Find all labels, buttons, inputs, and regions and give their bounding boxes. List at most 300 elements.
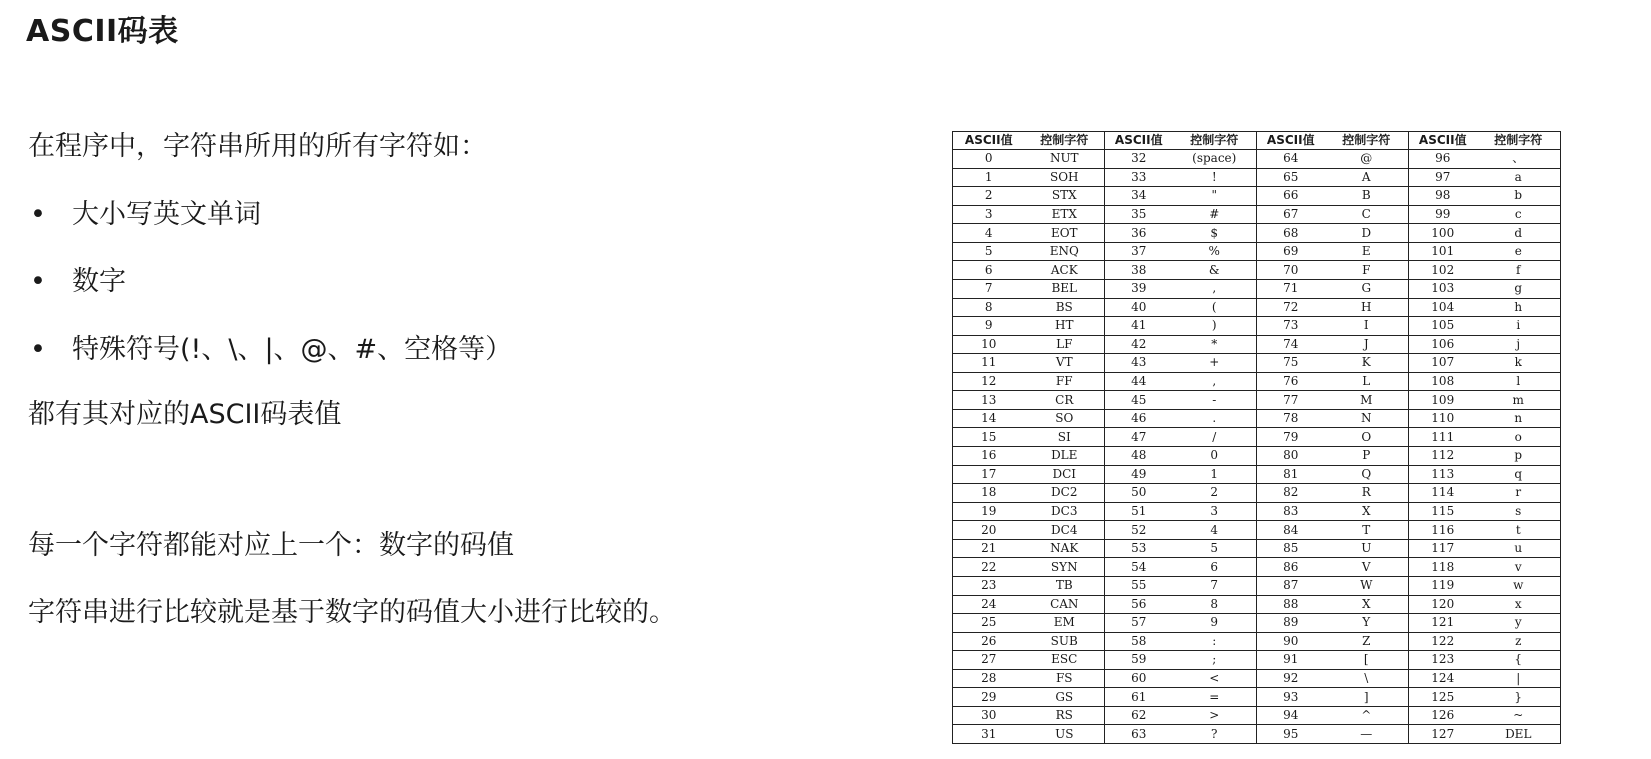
character-cell: R	[1325, 484, 1409, 503]
character-cell: i	[1477, 317, 1561, 336]
character-cell: HT	[1025, 317, 1105, 336]
ascii-code-cell: 9	[953, 317, 1025, 336]
character-cell: STX	[1025, 187, 1105, 206]
character-cell: N	[1325, 409, 1409, 428]
character-cell: 5	[1173, 539, 1257, 558]
character-cell: %	[1173, 242, 1257, 261]
bullet-icon: •	[30, 199, 46, 230]
character-cell: ACK	[1025, 261, 1105, 280]
character-cell: 7	[1173, 576, 1257, 595]
ascii-code-cell: 18	[953, 484, 1025, 503]
ascii-code-cell: 42	[1105, 335, 1173, 354]
ascii-code-cell: 73	[1257, 317, 1325, 336]
ascii-code-cell: 48	[1105, 447, 1173, 466]
ascii-code-cell: 121	[1409, 614, 1477, 633]
bullet-icon: •	[30, 334, 46, 365]
character-cell: EOT	[1025, 224, 1105, 243]
ascii-code-cell: 74	[1257, 335, 1325, 354]
ascii-code-cell: 57	[1105, 614, 1173, 633]
ascii-code-cell: 46	[1105, 409, 1173, 428]
character-cell: ENQ	[1025, 242, 1105, 261]
character-cell: 8	[1173, 595, 1257, 614]
ascii-code-cell: 44	[1105, 372, 1173, 391]
character-cell: ]	[1325, 688, 1409, 707]
ascii-code-cell: 117	[1409, 539, 1477, 558]
ascii-code-cell: 103	[1409, 279, 1477, 298]
ascii-code-cell: 101	[1409, 242, 1477, 261]
table-row	[953, 205, 1561, 224]
ascii-code-cell: 97	[1409, 168, 1477, 187]
character-cell: B	[1325, 187, 1409, 206]
character-cell: TB	[1025, 576, 1105, 595]
character-cell: H	[1325, 298, 1409, 317]
ascii-code-cell: 61	[1105, 688, 1173, 707]
ascii-code-cell: 27	[953, 651, 1025, 670]
ascii-code-cell: 64	[1257, 150, 1325, 169]
ascii-code-cell: 26	[953, 632, 1025, 651]
character-cell: Y	[1325, 614, 1409, 633]
character-cell: h	[1477, 298, 1561, 317]
ascii-code-cell: 96	[1409, 150, 1477, 169]
ascii-code-cell: 84	[1257, 521, 1325, 540]
character-cell: a	[1477, 168, 1561, 187]
character-cell: J	[1325, 335, 1409, 354]
ascii-code-cell: 55	[1105, 576, 1173, 595]
character-cell: @	[1325, 150, 1409, 169]
ascii-code-cell: 106	[1409, 335, 1477, 354]
ascii-code-cell: 89	[1257, 614, 1325, 633]
character-cell: +	[1173, 354, 1257, 373]
character-cell: O	[1325, 428, 1409, 447]
character-cell: r	[1477, 484, 1561, 503]
character-cell: !	[1173, 168, 1257, 187]
character-cell: e	[1477, 242, 1561, 261]
ascii-code-cell: 43	[1105, 354, 1173, 373]
table-row	[953, 669, 1561, 688]
character-cell: 、	[1477, 150, 1561, 169]
ascii-code-cell: 72	[1257, 298, 1325, 317]
table-row	[953, 614, 1561, 633]
bullet-item	[30, 259, 126, 298]
ascii-code-cell: 33	[1105, 168, 1173, 187]
table-row	[953, 242, 1561, 261]
table-row	[953, 409, 1561, 428]
character-cell: SYN	[1025, 558, 1105, 577]
ascii-code-cell: 115	[1409, 502, 1477, 521]
table-row	[953, 187, 1561, 206]
ascii-code-cell: 78	[1257, 409, 1325, 428]
ascii-code-cell: 71	[1257, 279, 1325, 298]
ascii-code-cell: 45	[1105, 391, 1173, 410]
character-cell: \	[1325, 669, 1409, 688]
ascii-code-cell: 22	[953, 558, 1025, 577]
character-cell: ?	[1173, 725, 1257, 744]
table-row	[953, 688, 1561, 707]
character-cell: p	[1477, 447, 1561, 466]
ascii-code-cell: 60	[1105, 669, 1173, 688]
ascii-code-cell: 16	[953, 447, 1025, 466]
ascii-code-cell: 79	[1257, 428, 1325, 447]
character-cell: m	[1477, 391, 1561, 410]
table-row	[953, 447, 1561, 466]
ascii-code-cell: 59	[1105, 651, 1173, 670]
ascii-code-cell: 25	[953, 614, 1025, 633]
ascii-code-cell: 110	[1409, 409, 1477, 428]
character-cell: V	[1325, 558, 1409, 577]
ascii-code-cell: 80	[1257, 447, 1325, 466]
ascii-code-cell: 95	[1257, 725, 1325, 744]
character-cell: k	[1477, 354, 1561, 373]
ascii-code-cell: 40	[1105, 298, 1173, 317]
character-cell: t	[1477, 521, 1561, 540]
table-row	[953, 168, 1561, 187]
ascii-code-cell: 104	[1409, 298, 1477, 317]
ascii-code-cell: 29	[953, 688, 1025, 707]
ascii-code-cell: 10	[953, 335, 1025, 354]
ascii-code-cell: 86	[1257, 558, 1325, 577]
table-row	[953, 725, 1561, 744]
character-cell: ,	[1173, 279, 1257, 298]
character-cell: CR	[1025, 391, 1105, 410]
character-cell: <	[1173, 669, 1257, 688]
character-cell: $	[1173, 224, 1257, 243]
table-row	[953, 391, 1561, 410]
character-cell: A	[1325, 168, 1409, 187]
character-cell: w	[1477, 576, 1561, 595]
ascii-code-cell: 2	[953, 187, 1025, 206]
character-cell: d	[1477, 224, 1561, 243]
character-cell: ~	[1477, 706, 1561, 725]
ascii-code-cell: 69	[1257, 242, 1325, 261]
character-cell: f	[1477, 261, 1561, 280]
ascii-code-cell: 62	[1105, 706, 1173, 725]
character-cell: u	[1477, 539, 1561, 558]
ascii-code-cell: 15	[953, 428, 1025, 447]
ascii-code-cell: 118	[1409, 558, 1477, 577]
ascii-code-cell: 28	[953, 669, 1025, 688]
ascii-code-cell: 30	[953, 706, 1025, 725]
table-row	[953, 335, 1561, 354]
character-cell: ;	[1173, 651, 1257, 670]
table-header-cell: 控制字符	[1025, 132, 1105, 150]
character-cell: 2	[1173, 484, 1257, 503]
character-cell: :	[1173, 632, 1257, 651]
character-cell: "	[1173, 187, 1257, 206]
ascii-code-cell: 90	[1257, 632, 1325, 651]
table-header-cell: 控制字符	[1325, 132, 1409, 150]
table-row	[953, 465, 1561, 484]
table-row	[953, 521, 1561, 540]
ascii-code-cell: 111	[1409, 428, 1477, 447]
character-cell: 9	[1173, 614, 1257, 633]
character-cell: b	[1477, 187, 1561, 206]
character-cell: U	[1325, 539, 1409, 558]
ascii-code-cell: 124	[1409, 669, 1477, 688]
character-cell: L	[1325, 372, 1409, 391]
table-row	[953, 576, 1561, 595]
character-cell: P	[1325, 447, 1409, 466]
table-row	[953, 354, 1561, 373]
character-cell: &	[1173, 261, 1257, 280]
intro-text: 在程序中，字符串所用的所有字符如：	[28, 131, 487, 162]
ascii-code-cell: 36	[1105, 224, 1173, 243]
character-cell: RS	[1025, 706, 1105, 725]
character-cell: DC3	[1025, 502, 1105, 521]
ascii-code-cell: 126	[1409, 706, 1477, 725]
ascii-code-cell: 68	[1257, 224, 1325, 243]
character-cell: D	[1325, 224, 1409, 243]
ascii-code-cell: 119	[1409, 576, 1477, 595]
ascii-code-cell: 65	[1257, 168, 1325, 187]
character-cell: SUB	[1025, 632, 1105, 651]
table-header-cell: ASCII值	[1105, 132, 1173, 150]
ascii-code-cell: 107	[1409, 354, 1477, 373]
ascii-code-cell: 0	[953, 150, 1025, 169]
table-header-row	[953, 132, 1561, 150]
character-cell: 3	[1173, 502, 1257, 521]
character-cell: F	[1325, 261, 1409, 280]
ascii-code-cell: 91	[1257, 651, 1325, 670]
ascii-code-cell: 75	[1257, 354, 1325, 373]
ascii-code-cell: 108	[1409, 372, 1477, 391]
table-header-cell: ASCII值	[953, 132, 1025, 150]
ascii-code-cell: 4	[953, 224, 1025, 243]
bullet-label: 大小写英文单词	[72, 199, 261, 230]
ascii-code-cell: 109	[1409, 391, 1477, 410]
character-cell: o	[1477, 428, 1561, 447]
ascii-code-cell: 31	[953, 725, 1025, 744]
conclusion-text: 都有其对应的ASCII码表值	[28, 399, 342, 430]
table-row	[953, 279, 1561, 298]
character-cell: CAN	[1025, 595, 1105, 614]
ascii-code-cell: 102	[1409, 261, 1477, 280]
character-cell: #	[1173, 205, 1257, 224]
character-cell: 6	[1173, 558, 1257, 577]
character-cell: [	[1325, 651, 1409, 670]
ascii-code-cell: 94	[1257, 706, 1325, 725]
character-cell: 1	[1173, 465, 1257, 484]
note-text-1: 每一个字符都能对应上一个：数字的码值	[28, 530, 514, 561]
ascii-code-cell: 120	[1409, 595, 1477, 614]
character-cell: v	[1477, 558, 1561, 577]
character-cell: C	[1325, 205, 1409, 224]
bullet-icon: •	[30, 266, 46, 297]
table-row	[953, 298, 1561, 317]
character-cell: W	[1325, 576, 1409, 595]
ascii-code-cell: 35	[1105, 205, 1173, 224]
ascii-code-cell: 21	[953, 539, 1025, 558]
character-cell: DLE	[1025, 447, 1105, 466]
character-cell: -	[1173, 391, 1257, 410]
character-cell: c	[1477, 205, 1561, 224]
character-cell: |	[1477, 669, 1561, 688]
table-row	[953, 372, 1561, 391]
table-header-cell: 控制字符	[1477, 132, 1561, 150]
ascii-code-cell: 49	[1105, 465, 1173, 484]
character-cell: DCI	[1025, 465, 1105, 484]
ascii-code-cell: 8	[953, 298, 1025, 317]
character-cell: G	[1325, 279, 1409, 298]
character-cell: Z	[1325, 632, 1409, 651]
character-cell: BEL	[1025, 279, 1105, 298]
character-cell: X	[1325, 595, 1409, 614]
ascii-code-cell: 37	[1105, 242, 1173, 261]
ascii-code-cell: 51	[1105, 502, 1173, 521]
ascii-code-cell: 12	[953, 372, 1025, 391]
ascii-code-cell: 77	[1257, 391, 1325, 410]
table-row	[953, 224, 1561, 243]
ascii-code-cell: 50	[1105, 484, 1173, 503]
ascii-code-cell: 82	[1257, 484, 1325, 503]
table-row	[953, 558, 1561, 577]
ascii-code-cell: 112	[1409, 447, 1477, 466]
ascii-code-cell: 92	[1257, 669, 1325, 688]
character-cell: (space)	[1173, 150, 1257, 169]
character-cell: LF	[1025, 335, 1105, 354]
ascii-code-cell: 24	[953, 595, 1025, 614]
table-header-cell: ASCII值	[1409, 132, 1477, 150]
table-row	[953, 595, 1561, 614]
character-cell: ESC	[1025, 651, 1105, 670]
ascii-code-cell: 39	[1105, 279, 1173, 298]
ascii-table	[952, 131, 1561, 744]
ascii-code-cell: 81	[1257, 465, 1325, 484]
ascii-code-cell: 53	[1105, 539, 1173, 558]
ascii-code-cell: 20	[953, 521, 1025, 540]
character-cell: X	[1325, 502, 1409, 521]
character-cell: DC2	[1025, 484, 1105, 503]
character-cell: T	[1325, 521, 1409, 540]
character-cell: *	[1173, 335, 1257, 354]
ascii-code-cell: 67	[1257, 205, 1325, 224]
ascii-code-cell: 63	[1105, 725, 1173, 744]
ascii-code-cell: 122	[1409, 632, 1477, 651]
character-cell: GS	[1025, 688, 1105, 707]
character-cell: s	[1477, 502, 1561, 521]
page-title: ASCII码表	[26, 14, 179, 49]
character-cell: =	[1173, 688, 1257, 707]
character-cell: —	[1325, 725, 1409, 744]
ascii-code-cell: 14	[953, 409, 1025, 428]
table-row	[953, 150, 1561, 169]
character-cell: x	[1477, 595, 1561, 614]
character-cell: FS	[1025, 669, 1105, 688]
ascii-code-cell: 113	[1409, 465, 1477, 484]
table-header-cell: 控制字符	[1173, 132, 1257, 150]
character-cell: /	[1173, 428, 1257, 447]
ascii-code-cell: 85	[1257, 539, 1325, 558]
ascii-code-cell: 5	[953, 242, 1025, 261]
ascii-code-cell: 52	[1105, 521, 1173, 540]
ascii-table-image	[952, 131, 1560, 744]
ascii-code-cell: 3	[953, 205, 1025, 224]
character-cell: SI	[1025, 428, 1105, 447]
table-row	[953, 484, 1561, 503]
character-cell: {	[1477, 651, 1561, 670]
character-cell: j	[1477, 335, 1561, 354]
character-cell: }	[1477, 688, 1561, 707]
character-cell: >	[1173, 706, 1257, 725]
character-cell: q	[1477, 465, 1561, 484]
character-cell: K	[1325, 354, 1409, 373]
character-cell: .	[1173, 409, 1257, 428]
ascii-code-cell: 100	[1409, 224, 1477, 243]
character-cell: SO	[1025, 409, 1105, 428]
character-cell: ^	[1325, 706, 1409, 725]
ascii-code-cell: 83	[1257, 502, 1325, 521]
character-cell: VT	[1025, 354, 1105, 373]
bullet-label: 特殊符号(!、\、|、@、#、空格等）	[72, 334, 513, 365]
character-cell: I	[1325, 317, 1409, 336]
ascii-code-cell: 88	[1257, 595, 1325, 614]
character-cell: FF	[1025, 372, 1105, 391]
ascii-code-cell: 13	[953, 391, 1025, 410]
table-row	[953, 428, 1561, 447]
ascii-code-cell: 116	[1409, 521, 1477, 540]
ascii-code-cell: 54	[1105, 558, 1173, 577]
table-row	[953, 502, 1561, 521]
ascii-code-cell: 17	[953, 465, 1025, 484]
character-cell: BS	[1025, 298, 1105, 317]
character-cell: E	[1325, 242, 1409, 261]
ascii-code-cell: 19	[953, 502, 1025, 521]
ascii-code-cell: 56	[1105, 595, 1173, 614]
table-row	[953, 317, 1561, 336]
character-cell: NUT	[1025, 150, 1105, 169]
character-cell: Q	[1325, 465, 1409, 484]
ascii-code-cell: 114	[1409, 484, 1477, 503]
character-cell: z	[1477, 632, 1561, 651]
ascii-code-cell: 47	[1105, 428, 1173, 447]
note-text-2: 字符串进行比较就是基于数字的码值大小进行比较的。	[28, 597, 676, 628]
ascii-code-cell: 87	[1257, 576, 1325, 595]
character-cell: DEL	[1477, 725, 1561, 744]
ascii-code-cell: 34	[1105, 187, 1173, 206]
ascii-code-cell: 7	[953, 279, 1025, 298]
ascii-code-cell: 41	[1105, 317, 1173, 336]
character-cell: ,	[1173, 372, 1257, 391]
ascii-code-cell: 99	[1409, 205, 1477, 224]
ascii-code-cell: 123	[1409, 651, 1477, 670]
ascii-code-cell: 93	[1257, 688, 1325, 707]
table-header-cell: ASCII值	[1257, 132, 1325, 150]
character-cell: US	[1025, 725, 1105, 744]
ascii-code-cell: 105	[1409, 317, 1477, 336]
ascii-code-cell: 76	[1257, 372, 1325, 391]
ascii-code-cell: 11	[953, 354, 1025, 373]
bullet-label: 数字	[72, 266, 126, 297]
ascii-code-cell: 1	[953, 168, 1025, 187]
character-cell: l	[1477, 372, 1561, 391]
table-row	[953, 539, 1561, 558]
character-cell: ETX	[1025, 205, 1105, 224]
ascii-code-cell: 125	[1409, 688, 1477, 707]
table-row	[953, 651, 1561, 670]
table-row	[953, 706, 1561, 725]
character-cell: g	[1477, 279, 1561, 298]
character-cell: n	[1477, 409, 1561, 428]
ascii-code-cell: 98	[1409, 187, 1477, 206]
table-row	[953, 632, 1561, 651]
character-cell: DC4	[1025, 521, 1105, 540]
character-cell: )	[1173, 317, 1257, 336]
bullet-item	[30, 192, 261, 231]
character-cell: 4	[1173, 521, 1257, 540]
character-cell: 0	[1173, 447, 1257, 466]
ascii-code-cell: 32	[1105, 150, 1173, 169]
table-row	[953, 261, 1561, 280]
ascii-code-cell: 38	[1105, 261, 1173, 280]
